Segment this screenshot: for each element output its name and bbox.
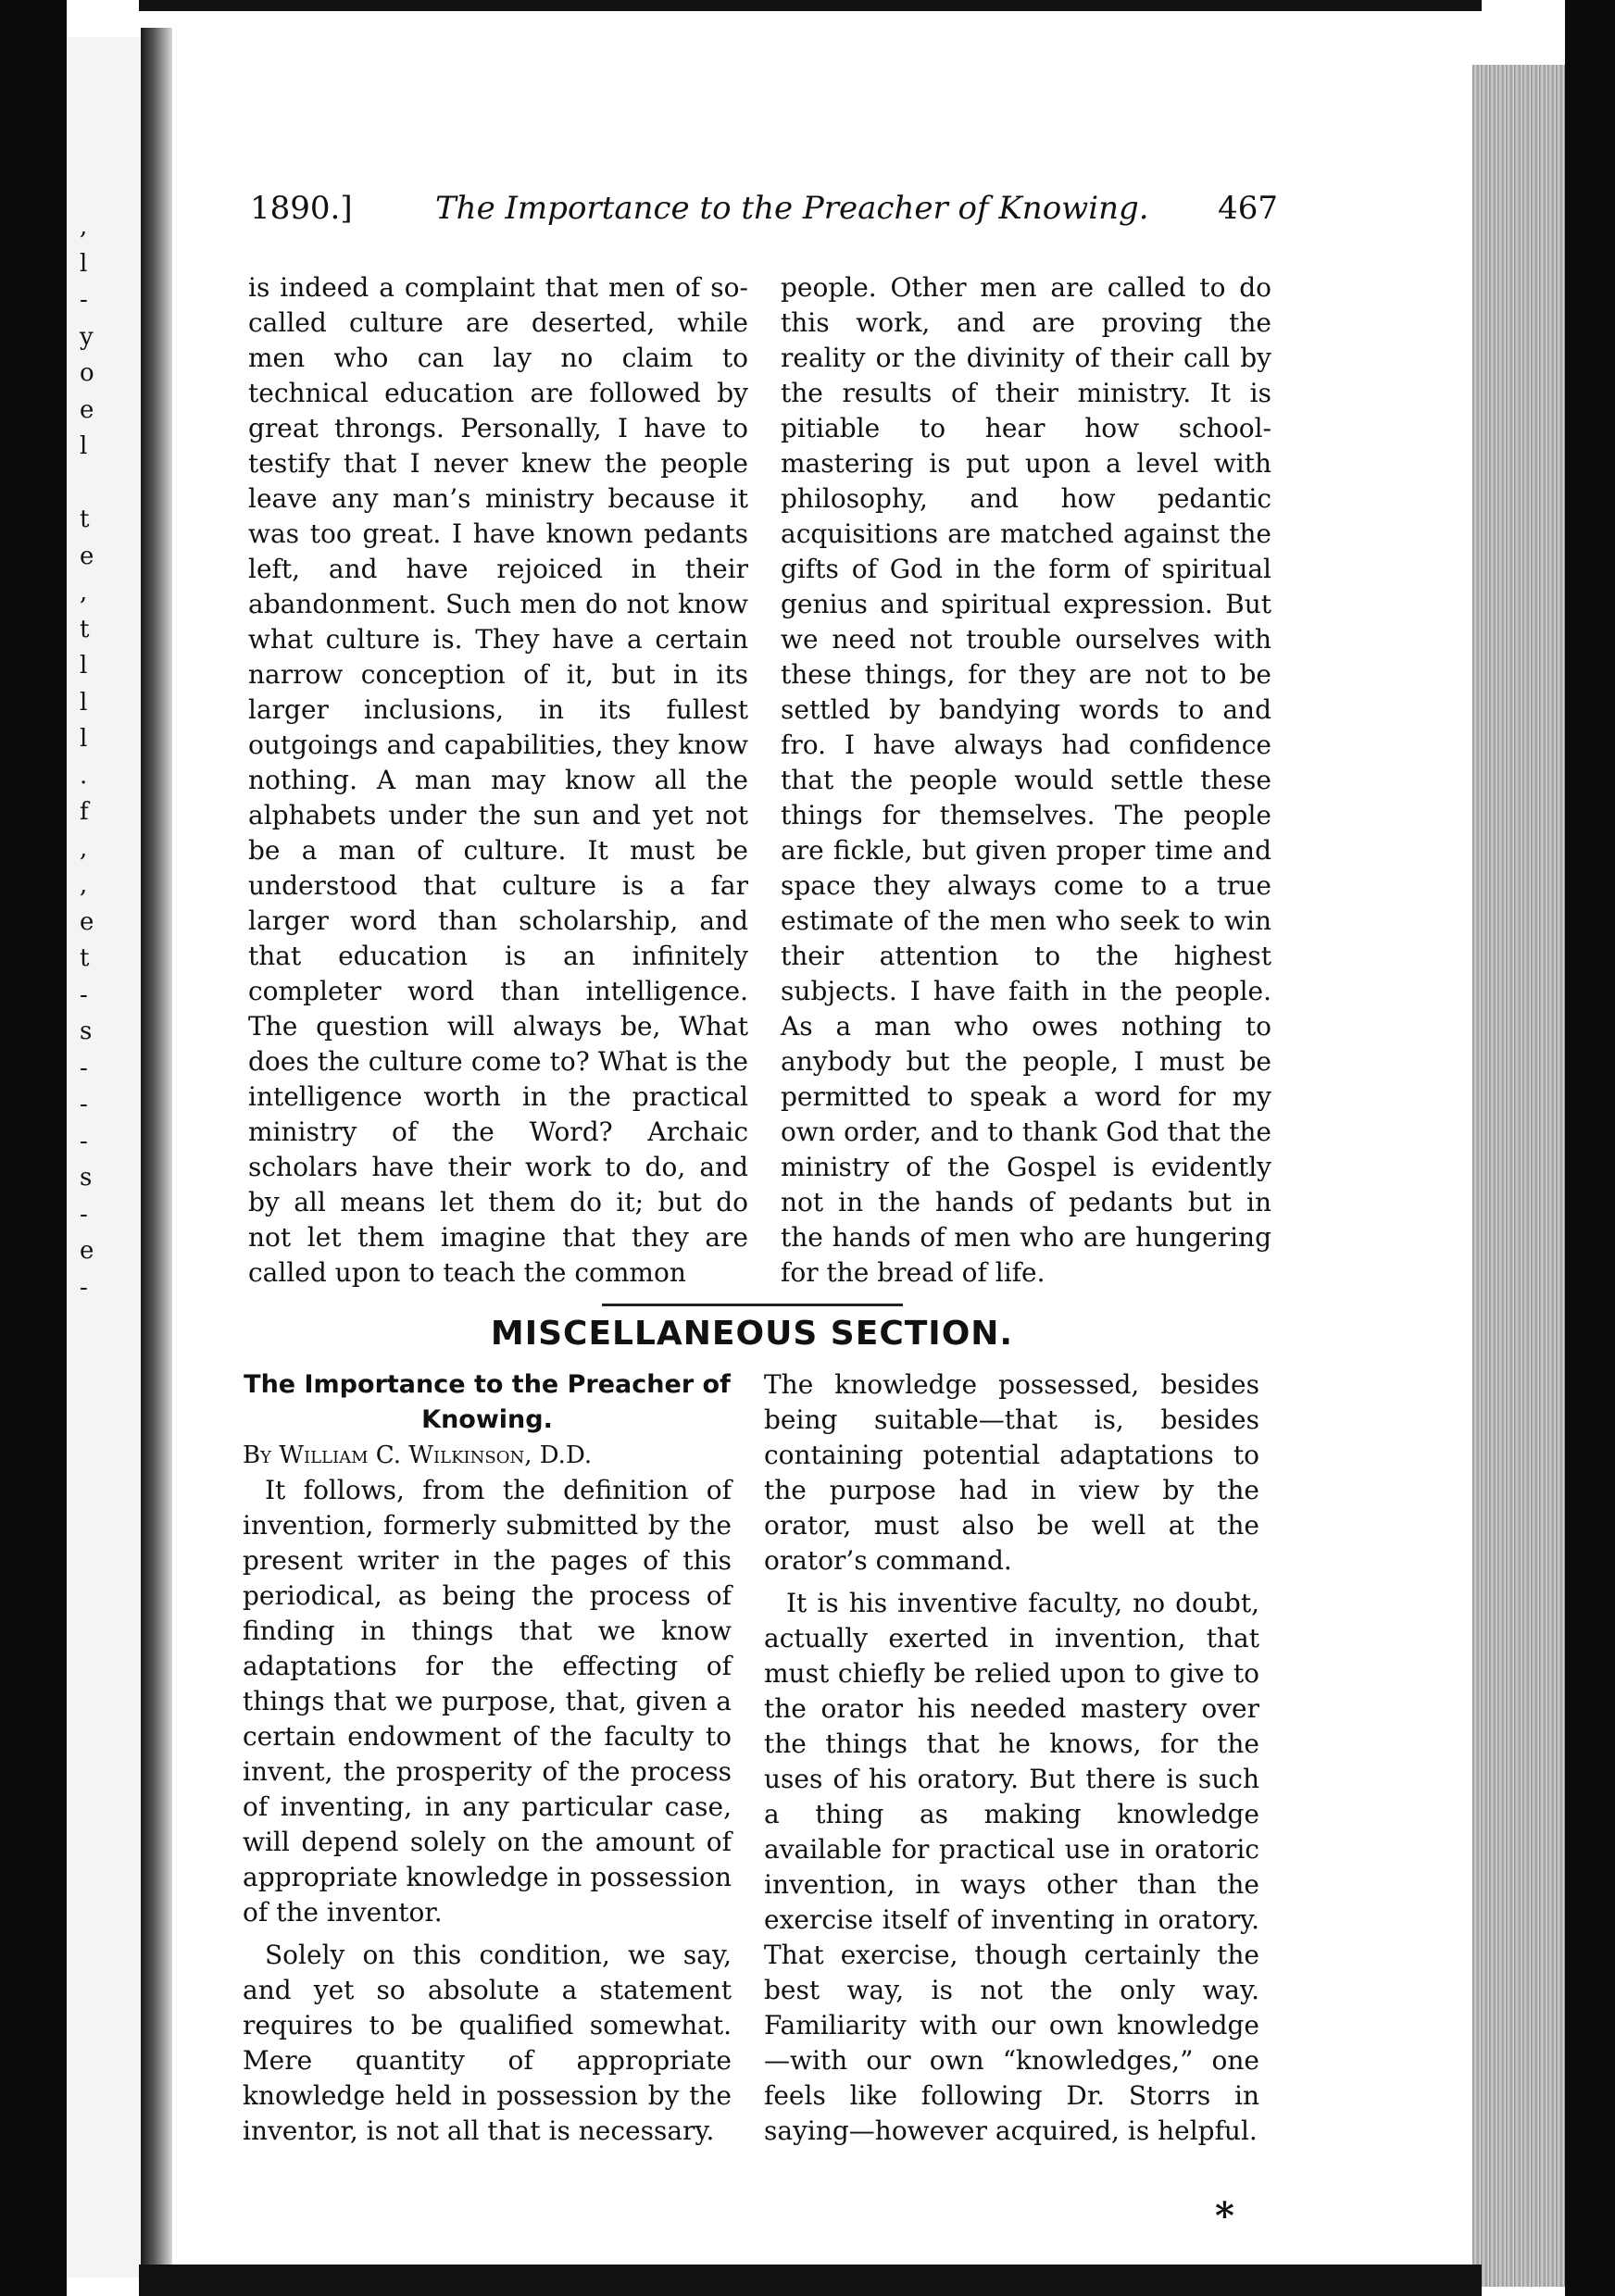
facing-page-char: l	[80, 725, 88, 753]
facing-page-char: t	[80, 944, 90, 972]
article-byline: By William C. Wilkinson, D.D.	[243, 1441, 593, 1469]
article-column-right	[764, 1367, 1259, 2149]
facing-page-char	[80, 465, 117, 502]
facing-page-char: ,	[80, 213, 88, 241]
continuation-column-right	[781, 270, 1271, 1291]
scan-border-left	[0, 0, 67, 2296]
continuation-text-right: people. Other men are called to do this work, and are proving the reality or the divinity of their call by the results of their ministry. It is pitiable to hear how school-mastering is put upon a level with philosophy, and how pedantic acquisitions are matched against the gifts of God in the form of spiritual genius and spiritual expression. But we need not trouble ourselves with these things, for they are not to be settled by bandying words to and fro. I have always had confidence that the people would settle these things for themselves. The people are fickle, but given proper time and space they always come to a true estimate of the men who seek to win their attention to the highest subjects. I have faith in the people. As a man who owes nothing to anybody but the people, I must be permitted to speak a word for my own order, and to thank God that the ministry of the Gospel is evidently not in the hands of pedants but in the hands of men who are hungering for the bread of life.	[781, 272, 1271, 1288]
article-paragraph: It is his inventive faculty, no doubt, actually exerted in invention, that must chiefly be relied upon to give to the orator his needed mastery over the things that he knows, for the uses of his oratory. But there is such a thing as making knowledge available for practical use in oratoric invention, in ways other than the exercise itself of inventing in oratory. That exercise, though certainly the best way, is not the only way. Familiarity with our own knowledge—with our own “knowledges,” one feels like following Dr. Storrs in saying—however acquired, is helpful.	[764, 1588, 1259, 2146]
section-divider	[602, 1304, 903, 1306]
facing-page-char: s	[80, 1017, 93, 1045]
facing-page-char: -	[80, 1091, 88, 1118]
facing-page-char: f	[80, 798, 89, 826]
continuation-text-left: is indeed a complaint that men of so-called culture are deserted, while men who can lay no claim to technical education are followed by great throngs. Personally, I have to testify that I never knew the people leave any man’s ministry because it was too great. I have known pedants left, and have rejoiced in their abandonment. Such men do not know what culture is. They have a certain narrow conception of it, but in its larger inclusions, in its fullest outgoings and capabilities, they know nothing. A man may know all the alphabets under the sun and yet not be a man of culture. It must be understood that culture is a far larger word than scholarship, and that education is an infinitely completer word than intelligence. The question will always be, What does the culture come to? What is the intelligence worth in the practical ministry of the Word? Archaic scholars have their work to do, and by all means let them do it; but do not let them imagine that they are called upon to teach the common	[248, 272, 748, 1288]
facing-page-char: -	[80, 1054, 88, 1082]
facing-page-char: o	[80, 359, 94, 387]
facing-page-char: l	[80, 432, 88, 460]
facing-page-char: -	[80, 1127, 88, 1155]
page-number: 467	[1218, 190, 1278, 227]
article-paragraph: Solely on this condition, we say, and yet so absolute a statement requires to be qualified somewhat. Mere quantity of appropriate knowledge held in possession by the inventor, is not all that is necessary.	[243, 1940, 732, 2146]
facing-page-char: e	[80, 1237, 94, 1265]
facing-page-char: -	[80, 1273, 88, 1302]
page-stack-edges	[1472, 65, 1565, 2287]
facing-page-char: s	[80, 1164, 93, 1192]
header-title: The Importance to the Preacher of Knowing.	[435, 190, 1149, 227]
facing-page-char: t	[80, 615, 90, 643]
scan-border-bottom	[139, 2265, 1482, 2296]
signature-mark: *	[1215, 2194, 1234, 2238]
facing-page-char: l	[80, 688, 88, 717]
facing-page-fragments	[80, 208, 117, 1305]
facing-page-char: -	[80, 980, 88, 1009]
facing-page-char: l	[80, 652, 88, 680]
scan-border-right	[1565, 0, 1615, 2296]
facing-page-char: l	[80, 249, 88, 278]
scan-border-top	[139, 0, 1482, 11]
facing-page-char: ,	[80, 579, 88, 606]
book-gutter	[141, 28, 172, 2277]
facing-page-char: e	[80, 907, 94, 936]
continuation-column-left	[248, 270, 748, 1291]
facing-page-char: ,	[80, 871, 88, 899]
facing-page-char: e	[80, 395, 94, 424]
facing-page-char: -	[80, 286, 88, 314]
article-title: The Importance to the Preacher of Knowing.	[244, 1370, 731, 1434]
facing-page-char: y	[80, 322, 94, 351]
running-head	[250, 190, 1278, 245]
facing-page-char: -	[80, 1200, 88, 1229]
article-paragraph: It follows, from the definition of invention, formerly submitted by the present writer in the pages of this periodical, as being the process of finding in things that we know adaptations for the effecting of things that we purpose, that, given a certain endowment of the faculty to invent, the prosperity of the process of inventing, in any particular case, will depend solely on the amount of appropriate knowledge in possession of the inventor.	[243, 1475, 732, 1928]
facing-page-char: ,	[80, 834, 88, 863]
facing-page-char: t	[80, 505, 90, 533]
facing-page-char: e	[80, 542, 94, 570]
header-year: 1890.]	[250, 190, 353, 227]
article-paragraph: The knowledge possessed, besides being suitable—that is, besides containing potential adaptations to the purpose had in view by the orator, must also be well at the orator’s command.	[764, 1369, 1259, 1576]
section-heading: MISCELLANEOUS SECTION.	[490, 1315, 1014, 1353]
facing-page-char: .	[80, 761, 88, 790]
article-column-left	[243, 1367, 732, 2149]
